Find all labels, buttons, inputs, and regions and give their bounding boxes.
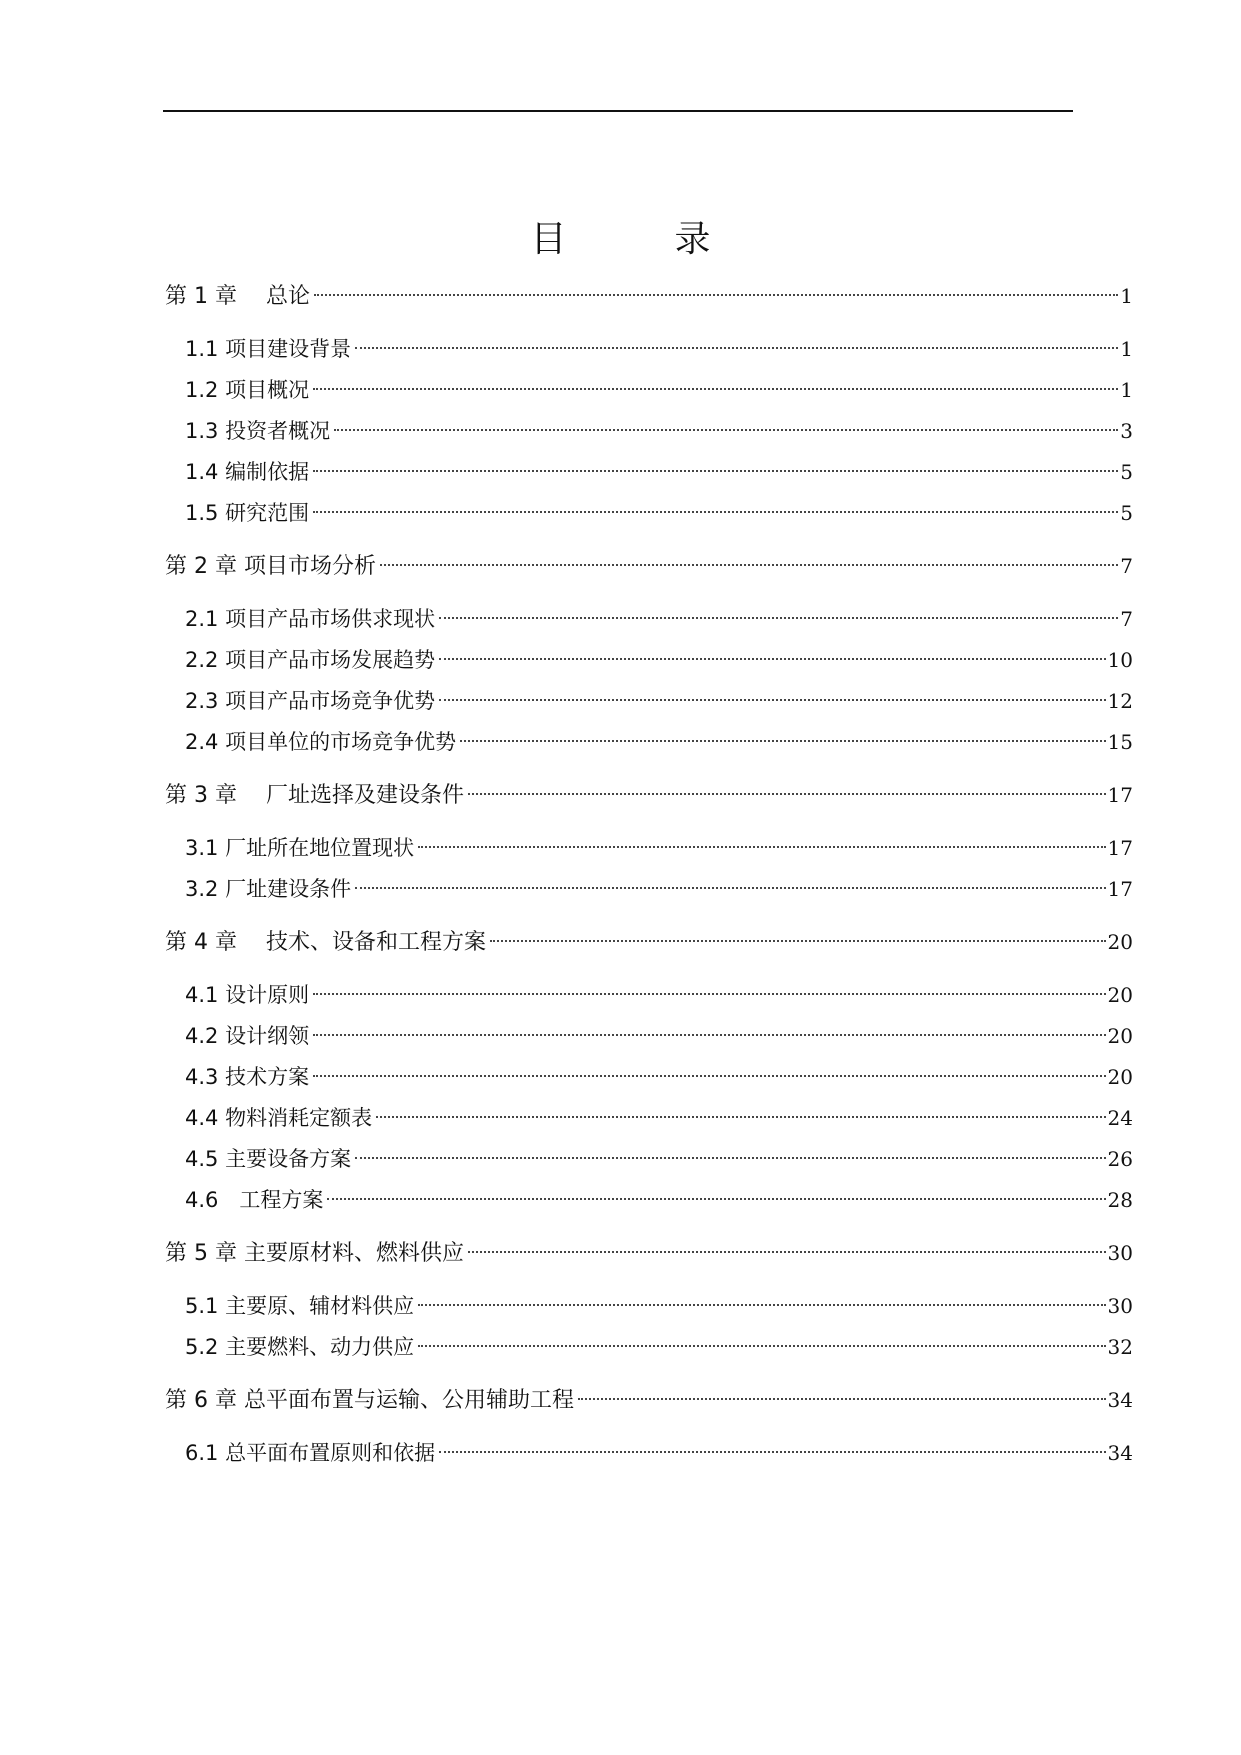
toc-section-entry[interactable] — [165, 640, 1133, 681]
toc-entry-label: 2.2 项目产品市场发展趋势 — [185, 648, 436, 672]
table-of-contents — [165, 276, 1133, 1474]
toc-section-entry[interactable] — [165, 1433, 1133, 1474]
dot-leader — [380, 564, 1118, 566]
toc-section-entry[interactable] — [165, 1098, 1133, 1139]
toc-page-number: 7 — [1120, 554, 1133, 578]
toc-section-entry[interactable] — [165, 869, 1133, 910]
toc-entry-label: 4.5 主要设备方案 — [185, 1147, 352, 1171]
toc-section-entry[interactable] — [165, 599, 1133, 640]
dot-leader — [314, 294, 1118, 296]
toc-entry-label: 第 6 章 总平面布置与运输、公用辅助工程 — [165, 1388, 574, 1413]
header-rule — [163, 110, 1073, 112]
toc-chapter-entry[interactable] — [165, 546, 1133, 587]
toc-page-number: 20 — [1107, 1065, 1133, 1089]
toc-entry-label: 3.2 厂址建设条件 — [185, 877, 352, 901]
page-title: 目 录 — [530, 219, 747, 260]
dot-leader — [439, 699, 1105, 701]
dot-leader — [418, 1304, 1105, 1306]
toc-entry-label: 1.5 研究范围 — [185, 501, 310, 525]
toc-page-number: 12 — [1107, 689, 1133, 713]
dot-leader — [355, 1157, 1105, 1159]
toc-section-entry[interactable] — [165, 681, 1133, 722]
toc-section-entry[interactable] — [165, 411, 1133, 452]
dot-leader — [355, 347, 1118, 349]
toc-page-number: 20 — [1107, 930, 1133, 954]
dot-leader — [313, 511, 1118, 513]
toc-page-number: 32 — [1107, 1335, 1133, 1359]
dot-leader — [334, 429, 1118, 431]
dot-leader — [313, 993, 1105, 995]
toc-entry-label: 1.2 项目概况 — [185, 378, 310, 402]
toc-chapter-entry[interactable] — [165, 922, 1133, 963]
toc-entry-label: 1.3 投资者概况 — [185, 419, 331, 443]
toc-section-entry[interactable] — [165, 1286, 1133, 1327]
dot-leader — [313, 1075, 1105, 1077]
toc-page-number: 1 — [1120, 337, 1133, 361]
dot-leader — [313, 1034, 1105, 1036]
dot-leader — [490, 940, 1106, 942]
toc-page-number: 24 — [1107, 1106, 1133, 1130]
toc-entry-label: 3.1 厂址所在地位置现状 — [185, 836, 415, 860]
toc-section-entry[interactable] — [165, 1016, 1133, 1057]
toc-page-number: 10 — [1107, 648, 1133, 672]
dot-leader — [468, 793, 1106, 795]
toc-section-entry[interactable] — [165, 828, 1133, 869]
toc-chapter-entry[interactable] — [165, 775, 1133, 816]
toc-section-entry[interactable] — [165, 1139, 1133, 1180]
dot-leader — [355, 887, 1105, 889]
toc-page-number: 7 — [1120, 607, 1133, 631]
toc-chapter-entry[interactable] — [165, 276, 1133, 317]
dot-leader — [327, 1198, 1105, 1200]
dot-leader — [418, 846, 1105, 848]
dot-leader — [376, 1116, 1105, 1118]
dot-leader — [439, 658, 1105, 660]
toc-section-entry[interactable] — [165, 370, 1133, 411]
dot-leader — [313, 470, 1118, 472]
toc-entry-label: 4.3 技术方案 — [185, 1065, 310, 1089]
toc-page-number: 30 — [1107, 1241, 1133, 1265]
toc-entry-label: 第 2 章 项目市场分析 — [165, 554, 376, 579]
toc-chapter-entry[interactable] — [165, 1233, 1133, 1274]
toc-page-number: 5 — [1120, 501, 1133, 525]
toc-page-number: 28 — [1107, 1188, 1133, 1212]
toc-page-number: 34 — [1107, 1441, 1133, 1465]
toc-entry-label: 1.4 编制依据 — [185, 460, 310, 484]
toc-entry-label: 4.2 设计纲领 — [185, 1024, 310, 1048]
toc-page-number: 20 — [1107, 983, 1133, 1007]
dot-leader — [439, 617, 1118, 619]
toc-entry-label: 4.6 工程方案 — [185, 1188, 324, 1212]
dot-leader — [313, 388, 1118, 390]
dot-leader — [578, 1398, 1106, 1400]
toc-section-entry[interactable] — [165, 975, 1133, 1016]
dot-leader — [418, 1345, 1105, 1347]
toc-page-number: 34 — [1107, 1388, 1133, 1412]
toc-section-entry[interactable] — [165, 1057, 1133, 1098]
toc-entry-label: 2.4 项目单位的市场竞争优势 — [185, 730, 457, 754]
toc-page-number: 30 — [1107, 1294, 1133, 1318]
dot-leader — [460, 740, 1105, 742]
toc-entry-label: 5.2 主要燃料、动力供应 — [185, 1335, 415, 1359]
toc-page-number: 20 — [1107, 1024, 1133, 1048]
toc-entry-label: 4.4 物料消耗定额表 — [185, 1106, 373, 1130]
toc-entry-label: 2.3 项目产品市场竞争优势 — [185, 689, 436, 713]
toc-entry-label: 5.1 主要原、辅材料供应 — [185, 1294, 415, 1318]
toc-entry-label: 6.1 总平面布置原则和依据 — [185, 1441, 436, 1465]
toc-section-entry[interactable] — [165, 722, 1133, 763]
toc-page-number: 17 — [1107, 836, 1133, 860]
toc-page-number: 15 — [1107, 730, 1133, 754]
toc-section-entry[interactable] — [165, 1180, 1133, 1221]
toc-page-number: 5 — [1120, 460, 1133, 484]
toc-entry-label: 第 1 章 总论 — [165, 284, 310, 309]
toc-page-number: 1 — [1120, 284, 1133, 308]
toc-entry-label: 第 5 章 主要原材料、燃料供应 — [165, 1241, 464, 1266]
toc-page-number: 26 — [1107, 1147, 1133, 1171]
toc-entry-label: 4.1 设计原则 — [185, 983, 310, 1007]
dot-leader — [468, 1251, 1106, 1253]
toc-page-number: 17 — [1107, 877, 1133, 901]
toc-page-number: 17 — [1107, 783, 1133, 807]
toc-entry-label: 1.1 项目建设背景 — [185, 337, 352, 361]
toc-page-number: 1 — [1120, 378, 1133, 402]
toc-entry-label: 第 3 章 厂址选择及建设条件 — [165, 783, 464, 808]
toc-chapter-entry[interactable] — [165, 1380, 1133, 1421]
toc-page-number: 3 — [1120, 419, 1133, 443]
toc-section-entry[interactable] — [165, 452, 1133, 493]
toc-entry-label: 2.1 项目产品市场供求现状 — [185, 607, 436, 631]
dot-leader — [439, 1451, 1105, 1453]
toc-section-entry[interactable] — [165, 493, 1133, 534]
toc-entry-label: 第 4 章 技术、设备和工程方案 — [165, 930, 486, 955]
toc-section-entry[interactable] — [165, 329, 1133, 370]
toc-section-entry[interactable] — [165, 1327, 1133, 1368]
